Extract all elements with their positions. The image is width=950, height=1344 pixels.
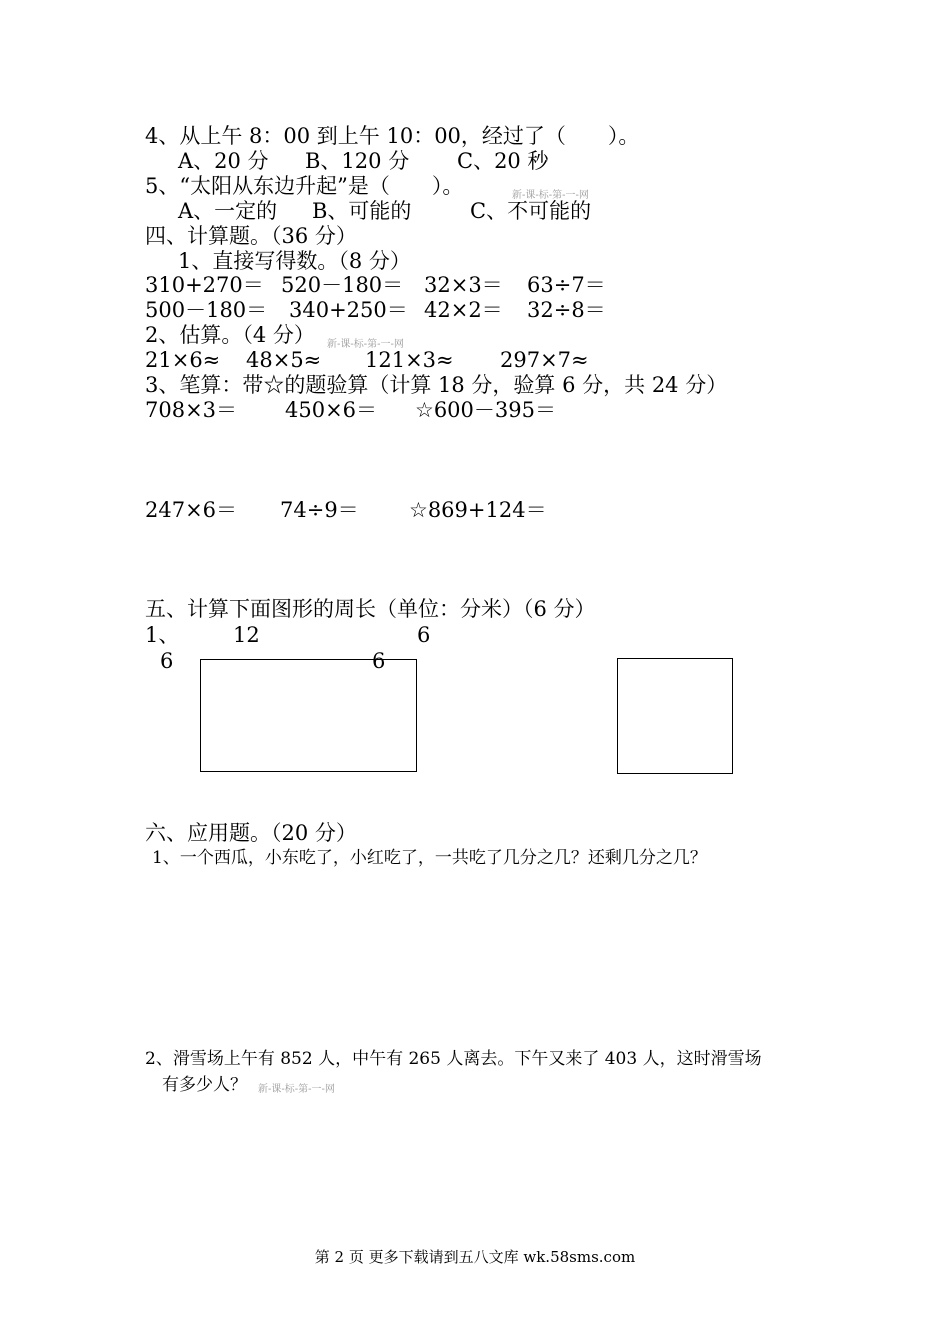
written-2-1: 247×6＝ bbox=[145, 498, 238, 522]
estimate-3: 121×3≈ bbox=[365, 348, 454, 372]
written-1-3: ☆600－395＝ bbox=[415, 398, 556, 422]
calc-1-1: 310+270＝ bbox=[145, 273, 264, 297]
watermark-1: 新-课-标-第-一-网 bbox=[512, 190, 589, 201]
written-2-2: 74÷9＝ bbox=[280, 498, 359, 522]
square-side-label: 6 bbox=[417, 623, 431, 647]
q4-option-b: B、120 分 bbox=[305, 149, 410, 173]
calc-2-3: 42×2＝ bbox=[424, 298, 503, 322]
word-problem-2-line1: 2、滑雪场上午有 852 人，中午有 265 人离去。下午又来了 403 人，这时滑雪场 bbox=[145, 1049, 762, 1069]
word-problem-2-line2: 有多少人？ bbox=[162, 1075, 247, 1095]
calc-1-2: 520－180＝ bbox=[281, 273, 404, 297]
q5-line: 5、“太阳从东边升起”是（ ）。 bbox=[145, 174, 464, 198]
section-4-part3-title: 3、笔算：带☆的题验算（计算 18 分，验算 6 分，共 24 分） bbox=[145, 373, 728, 397]
section-4-title: 四、计算题。（36 分） bbox=[145, 224, 357, 248]
q5-option-a: A、一定的 bbox=[178, 199, 278, 223]
q4-option-a: A、20 分 bbox=[178, 149, 269, 173]
estimate-4: 297×7≈ bbox=[500, 348, 589, 372]
rectangle-top-label: 12 bbox=[233, 623, 260, 647]
estimate-2: 48×5≈ bbox=[246, 348, 322, 372]
word-problem-1: 1、一个西瓜，小东吃了，小红吃了，一共吃了几分之几？还剩几分之几？ bbox=[152, 848, 707, 868]
square-figure bbox=[617, 658, 733, 774]
section-6-title: 六、应用题。（20 分） bbox=[145, 821, 357, 845]
q5-option-b: B、可能的 bbox=[312, 199, 412, 223]
page-footer: 第 2 页 更多下载请到五八文库 wk.58sms.com bbox=[314, 1248, 636, 1266]
rectangle-left-label: 6 bbox=[160, 649, 174, 673]
section-4-part2-title: 2、估算。（4 分） bbox=[145, 323, 315, 347]
rectangle-figure bbox=[200, 659, 417, 772]
rectangle-right-label: 6 bbox=[372, 649, 386, 673]
section-5-item-1: 1、 bbox=[145, 623, 180, 647]
q4-option-c: C、20 秒 bbox=[457, 149, 549, 173]
calc-1-4: 63÷7＝ bbox=[527, 273, 606, 297]
written-1-2: 450×6＝ bbox=[285, 398, 378, 422]
section-4-part1-title: 1、直接写得数。（8 分） bbox=[178, 249, 411, 273]
section-5-title: 五、计算下面图形的周长（单位：分米）（6 分） bbox=[145, 597, 596, 621]
written-1-1: 708×3＝ bbox=[145, 398, 238, 422]
q5-option-c: C、不可能的 bbox=[470, 199, 592, 223]
watermark-3: 新-课-标-第-一-网 bbox=[258, 1084, 335, 1095]
q4-line: 4、从上午 8：00 到上午 10：00，经过了（ ）。 bbox=[145, 124, 640, 148]
watermark-2: 新-课-标-第-一-网 bbox=[327, 339, 404, 350]
calc-2-2: 340+250＝ bbox=[289, 298, 408, 322]
written-2-3: ☆869+124＝ bbox=[409, 498, 547, 522]
calc-2-4: 32÷8＝ bbox=[527, 298, 606, 322]
estimate-1: 21×6≈ bbox=[145, 348, 221, 372]
calc-2-1: 500－180＝ bbox=[145, 298, 268, 322]
calc-1-3: 32×3＝ bbox=[424, 273, 503, 297]
